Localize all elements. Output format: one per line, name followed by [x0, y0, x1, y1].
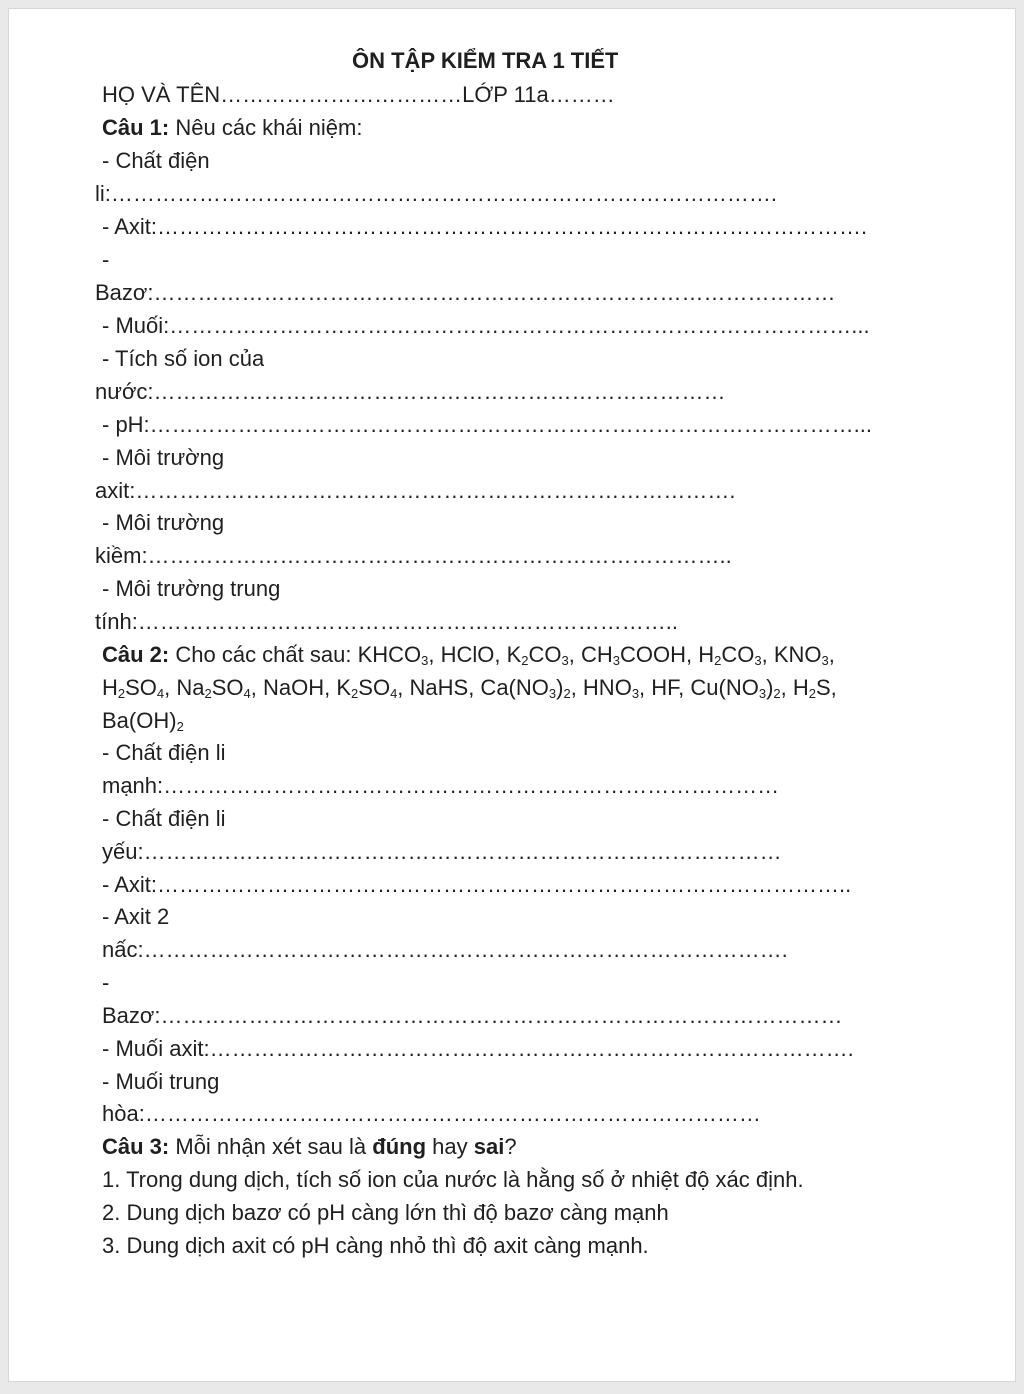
compound-list-row-2: $H_2SO_4$, $Na_2SO_4$, NaOH, $K_2SO_4$, NaHS, $Ca(NO_3)_2$, $HNO_3$, HF, $Cu(NO_3)_2$, $H_2S$,	[102, 675, 837, 701]
q1-line: - Môi trường trung	[102, 576, 281, 601]
q1-line: Bazơ:…………………………………………………………………………………	[95, 280, 836, 305]
q1-line: - pH:……………………………………………………………………………………...	[102, 412, 873, 437]
question-2-label: Câu 2:	[102, 642, 170, 667]
compound-list: $KHCO_3$, HClO, $K_2CO_3$, $CH_3COOH$, $H_2CO_3$, $KNO_3$,	[357, 642, 835, 668]
name-class-line: HỌ VÀ TÊN……………………………LỚP 11a………	[102, 82, 615, 107]
q2-line: nấc:…………………………………………………………………………….	[102, 937, 788, 962]
statement-item: 3. Dung dịch axit có pH càng nhỏ thì độ axit càng mạnh.	[102, 1233, 649, 1258]
statement-item: 2. Dung dịch bazơ có pH càng lớn thì độ bazơ càng mạnh	[102, 1200, 669, 1225]
word-false: sai	[473, 1134, 505, 1159]
q2-line: - Chất điện li	[102, 806, 226, 831]
q2-line: - Chất điện li	[102, 740, 226, 765]
question-2-prompt: Cho các chất sau:	[169, 642, 352, 667]
q2-line: - Axit 2	[102, 904, 170, 929]
q1-line: nước:……………………………………………………………………	[95, 379, 726, 404]
q2-line: hòa:…………………………………………………………………………	[102, 1101, 761, 1126]
q1-line: - Môi trường	[102, 510, 225, 535]
q2-line: Bazơ:…………………………………………………………………………………	[102, 1003, 843, 1028]
q1-line: kiềm:……………………………………………………………………..	[95, 543, 732, 568]
question-1-heading	[102, 115, 362, 141]
q2-line: - Axit:…………………………………………………………………………………..	[102, 872, 852, 897]
q1-line: - Tích số ion của	[102, 346, 265, 371]
q2-line: yếu:……………………………………………………………………………	[102, 839, 782, 864]
page-title: ÔN TẬP KIỂM TRA 1 TIẾT	[352, 48, 619, 73]
q2-line: - Muối trung	[102, 1069, 220, 1094]
q1-line: axit:……………………………………………………………………….	[95, 478, 736, 503]
q1-line: - Axit:…………………………………………………………………………………….	[102, 214, 868, 239]
question-3-heading: Câu 3: Mỗi nhận xét sau là đúng hay sai?	[102, 1134, 517, 1159]
word-true: đúng	[372, 1134, 427, 1159]
q1-line: -	[102, 247, 110, 272]
q1-line: - Môi trường	[102, 445, 225, 470]
q2-line: - Muối axit:…………………………………………………………………………….	[102, 1036, 854, 1061]
q1-line: tính:………………………………………………………………..	[95, 609, 679, 634]
q1-line: - Chất điện	[102, 148, 210, 173]
question-1-label: Câu 1:	[102, 115, 170, 140]
q1-line: li:……………………………………………………………………………….	[95, 181, 777, 206]
q2-line: -	[102, 970, 110, 995]
question-1-prompt: Nêu các khái niệm:	[169, 115, 363, 140]
question-3-label: Câu 3:	[102, 1134, 170, 1159]
statement-item: 1. Trong dung dịch, tích số ion của nước là hằng số ở nhiệt độ xác định.	[102, 1167, 804, 1192]
question-2-heading	[102, 642, 924, 668]
compound-list-row-3: $Ba(OH)_2$	[102, 708, 184, 734]
q2-line: mạnh:…………………………………………………………………………	[102, 773, 780, 798]
q1-line: - Muối:…………………………………………………………………………………...	[102, 313, 870, 338]
